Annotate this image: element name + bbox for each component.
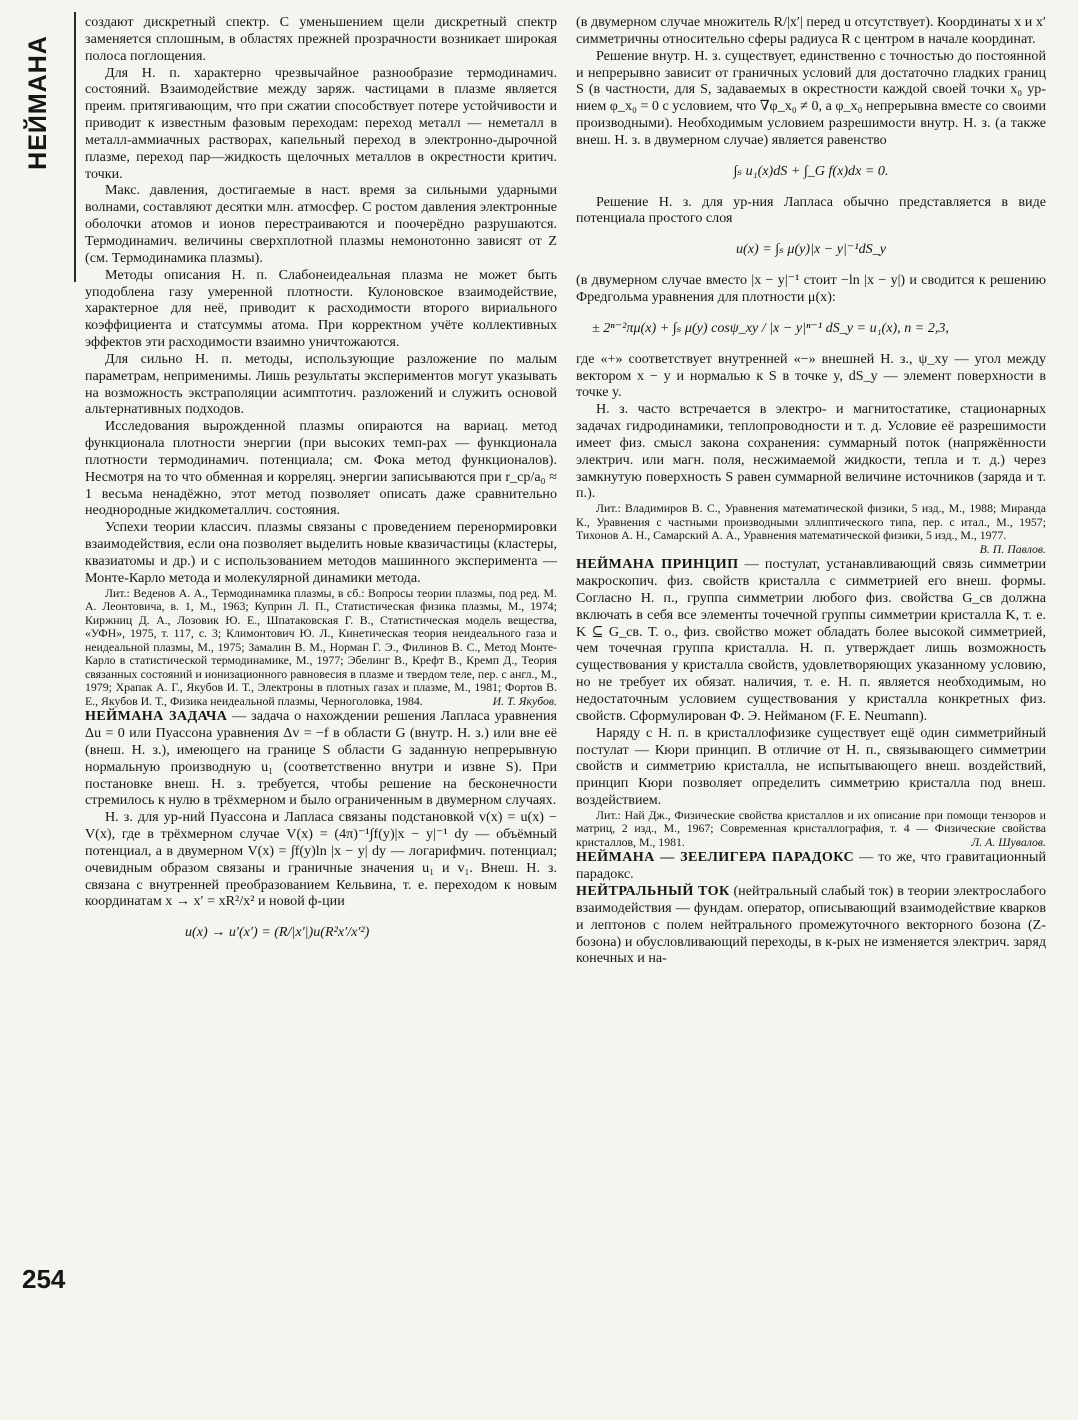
formula: u(x) = ∫ₛ μ(y)|x − y|⁻¹dS_y [736,241,886,258]
running-head-text: НЕЙМАНА [23,34,52,170]
paragraph: Решение Н. з. для ур-ния Лапласа обычно представляется в виде потенциала простого слоя [576,193,1046,227]
bibliography-text: Лит.: Владимиров В. С., Уравнения математической физики, 5 изд., М., 1988; Миранда К., Уравнения с частными производными эллиптического типа, пер. с итал., М., 1957; Тихонов А. Н., Самарский А. А., Уравнения математической физики, 5 изд., М., 1977. [576,501,1046,543]
paragraph: Решение внутр. Н. з. существует, единственно с точностью до постоянной и непрерывно зависит от граничных условий для достаточно гладких границ S (в частности, для S, задаваемых в окрестности каждой своей точки x₀ ур-нием φ_x₀ = 0 с условием, что ∇φ_x₀ ≠ 0, а φ_x₀ непрерывна вместе со своими производными). Необходимым условием разрешимости внутр. Н. з. (а также внеш. Н. з. в двумерном случае) является равенство [576,47,1046,148]
paragraph: создают дискретный спектр. С уменьшением щели дискретный спектр заменяется сплошным, в областях прежней прозрачности возникает широкая полоса поглощения. [85,14,557,64]
paragraph: Макс. давления, достигаемые в наст. время за сильными ударными волнами, составляют десятки млн. атмосфер. С ростом давления электронные оболочки атомов и ионов перестраиваются и поочерёдно разрушаются. Термодинамич. величины сверхплотной плазмы немонотонно зависят от Z (см. Термодинамика плазмы). [85,182,557,266]
paragraph: Для сильно Н. п. методы, использующие разложение по малым параметрам, неприменимы. Лишь результаты экспериментов могут указывать на возможность экстраполяции асимптотич. разложений и служить основой альтернативных подходов. [85,350,557,418]
paragraph: Наряду с Н. п. в кристаллофизике существует ещё один симметрийный постулат — Кюри принцип. В отличие от Н. п., связывающего симметрии свойств и симметрию кристалла, не испытывающего внеш. воздействий, принцип Кюри позволяет определить симметрию кристалла под внеш. воздействием. [576,724,1046,809]
entry [85,708,557,809]
paragraph: Успехи теории классич. плазмы связаны с проведением перенормировки взаимодействия, если она позволяет выделить новые квазичастицы (кластеры, квазиатомы и др.) и с использованием методов машинного эксперимента — Монте-Карло метода и молекулярной динамики метода. [85,519,557,586]
page-number: 254 [22,1264,66,1294]
entry-text: (нейтральный слабый ток) в теории электрослабого взаимодействия — фундам. оператор, описывающий взаимодействие кварков и лептонов с полем нейтрального промежуточного векторного бозона (Z-бозона) и обусловливающий переходы, в к-рых не изменяется электрич. заряд конечных и на- [576,883,1046,967]
entry-heading: НЕЙТРАЛЬНЫЙ ТОК [576,883,730,900]
article-author: Л. А. Шувалов. [971,834,1046,849]
formula: u(x) → u′(x′) = (R/|x′|)u(R²x′/x′²) [185,924,370,941]
bibliography-text: Лит.: Най Дж., Физические свойства кристаллов и их описание при помощи тензоров и матриц, 2 изд., М., 1967; Современная кристаллография, т. 4 — Физические свойства кристаллов, М., 1981. [576,807,1046,849]
paragraph: Н. з. для ур-ний Пуассона и Лапласа связаны подстановкой v(x) = u(x) − V(x), где в трёхмерном случае V(x) = (4π)⁻¹∫f(y)|x − y|⁻¹ dy — объёмный потенциал, а в двумерном V(x) = ∫f(y)ln |x − y| dy — логарифмич. потенциал; очевидным образом связаны и граничные значения u₁ и v₁. Внеш. Н. з. связана с внутренней преобразованием Кельвина, т. е. переходом к новым координатам x → x′ = xR²/x² и новой ф-ции [85,809,557,910]
paragraph: (в двумерном случае множитель R/|x′| перед u отсутствует). Координаты x и x′ симметричны относительно сферы радиуса R с центром в начале координат. [576,14,1046,47]
bibliography-text: Лит.: Веденов А. А., Термодинамика плазмы, в сб.: Вопросы теории плазмы, под ред. М. А. Леонтовича, в. 1, М., 1963; Куприн Л. П., Статистическая физика плазмы, М., 1974; Киржниц Д. А., Лозовик Ю. Е., Шпатаковская Г. В., Статистическая модель вещества, «УФН», 1975, т. 117, с. 3; Климонтович Ю. Л., Кинетическая теория неидеального газа и неидеальной плазмы, М., 1975; Замалин В. М., Норман Г. Э., Филинов В. С., Метод Монте-Карло в статистической термодинамике, М., 1977; Эбелинг В., Крефт В., Кремп Д., Теория связанных состояний и ионизационного равновесия в плазме и твердом теле, пер. с англ., М., 1979; Храпак А. Г., Якубов И. Т., Электроны в плотных газах и плазме, М., 1981; Фортов В. Е., Якубов И. Т., Физика неидеальной плазмы, Черноголовка, 1984. [85,585,557,708]
paragraph: Для Н. п. характерно чрезвычайное разнообразие термодинамич. состояний. Взаимодействие между заряж. частицами в плазме является преим. притягивающим, что при сжатии способствует потере устойчивости и приводит к известным фазовым переходам: переход металл — неметалл в металл-аммиачных растворах, капельный переход в электронно-дырочной плазме, переход пар—жидкость щелочных металлов в окрестности критич. точки. [85,64,557,182]
entry-heading: НЕЙМАНА — ЗЕЕЛИГЕРА ПАРАДОКС [576,849,855,866]
article-author: В. П. Павлов. [979,541,1046,556]
left-column [85,14,557,955]
bibliography [576,809,1046,850]
running-head [8,22,68,182]
entry [576,556,1046,724]
entry-heading: НЕЙМАНА ПРИНЦИП [576,556,739,573]
paragraph: Методы описания Н. п. Слабонеидеальная плазма не может быть уподоблена газу умеренной плотности. Кулоновское взаимодействие, характерное для неё, приводит к расходимости второго вириального коэффициента и статсуммы атома. При корректном учёте коллективных эффектов эти расходимости взаимно уничтожаются. [85,266,557,351]
formula: ∫ₛ u₁(x)dS + ∫_G f(x)dx = 0. [733,162,889,179]
entry-text: — задача о нахождении решения Лапласа уравнения Δu = 0 или Пуассона уравнения Δv = −f в области G (внутр. Н. з.) или вне её (внеш. Н. з.), имеющего на границе S области G заданную непрерывную нормальную производную u₁ (соответственно внутри и извне S). При постановке внеш. Н. з. требуется, чтобы решение на бесконечности стремилось к нулю в трёхмерном и было ограниченным в двумерном случаях. [85,708,557,809]
entry-text: — то же, что гравитационный парадокс. [576,849,1046,883]
paragraph: Исследования вырожденной плазмы опираются на вариац. метод функционала плотности энергии (при высоких темп-рах — функционала плотности термодинамич. потенциала; см. Фока метод функционалов). Несмотря на то что обменная и корреляц. энергии записываются при r_ср/a₀ ≈ 1 весьма ненадёжно, этот метод позволяет описать даже сравнительно неоднородные жидкометаллич. состояния. [85,418,557,519]
article-author: И. Т. Якубов. [492,693,557,708]
entry [576,883,1046,967]
bibliography [576,501,1046,556]
bibliography [85,587,557,709]
formula: ± 2ⁿ⁻²πμ(x) + ∫ₛ μ(y) cosψ_xy / |x − y|ⁿ⁻¹ dS_y = u₁(x), n = 2,3, [592,319,949,336]
right-column [576,14,1046,967]
paragraph: где «+» соответствует внутренней «−» внешней Н. з., ψ_xy — угол между вектором x − y и нормалью к S в точке y, dS_y — элемент поверхности в точке y. [576,350,1046,401]
entry-heading: НЕЙМАНА ЗАДАЧА [85,708,228,725]
entry [576,849,1046,883]
paragraph: Н. з. часто встречается в электро- и магнитостатике, стационарных задачах гидродинамики, теплопроводности и т. д. Условие её разрешимости имеет физ. смысл закона сохранения: суммарный поток (напряжённости электрич. или магн. поля, несжимаемой жидкости, тепла и т. д.) через замкнутую поверхность S равен суммарной величине источников (заряда и т. п.). [576,401,1046,502]
paragraph: (в двумерном случае вместо |x − y|⁻¹ стоит −ln |x − y|) и сводится к решению Фредгольма уравнения для плотности μ(x): [576,272,1046,305]
vertical-rule [74,12,76,282]
entry-text: — постулат, устанавливающий связь симметрии макроскопич. физ. свойств кристалла с симметрией его внеш. формы. Согласно Н. п., группа симметрии любого физ. свойства G_св должна включать в себя все элементы точечной группы симметрии кристалла K, т. е. K ⊆ G_св. Т. о., физ. свойство может обладать более высокой симметрией, чем точечная группа кристалла. Н. п. утверждает лишь возможность существования у кристалла свойств, удовлетворяющих указанному условию, но не требует их обязат. наличия, т. е. Н. п. является необходимым, но недостаточным условием существования у кристалла конкретных физ. свойств. Сформулирован Ф. Э. Нейманом (F. E. Neumann). [576,556,1046,724]
